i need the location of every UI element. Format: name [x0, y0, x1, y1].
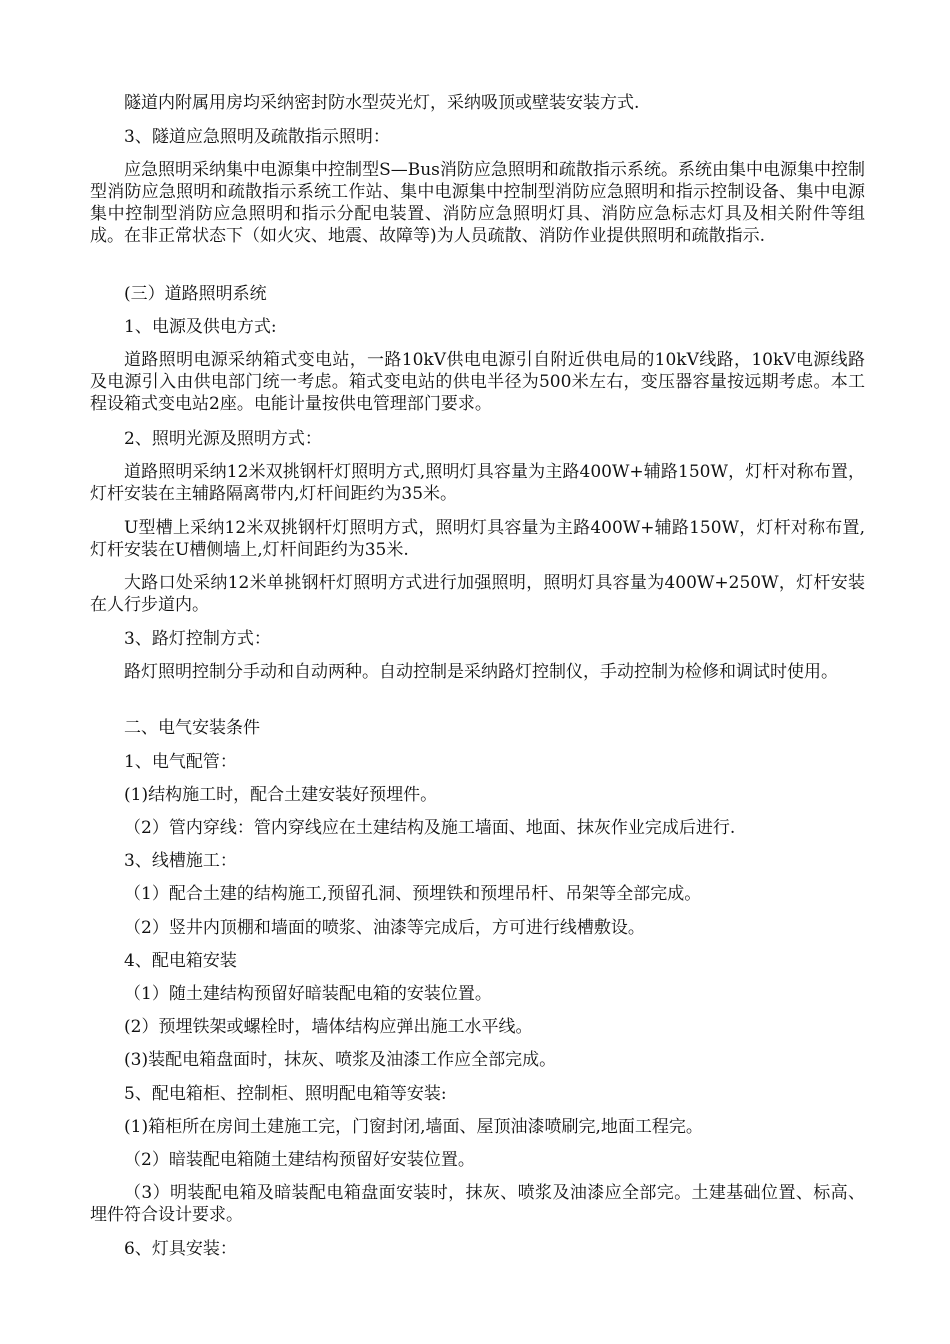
paragraph: 大路口处采纳12米单挑钢杆灯照明方式进行加强照明，照明灯具容量为400W+250W，灯杆安装在人行步道内。: [90, 573, 865, 615]
paragraph: 应急照明采纳集中电源集中控制型S—Bus消防应急照明和疏散指示系统。系统由集中电源集中控制型消防应急照明和疏散指示系统工作站、集中电源集中控制型消防应急照明和指示控制设备、集中电源集中控制型消防应急照明和指示分配电装置、消防应急照明灯具、消防应急标志灯具及相关附件等组成。在非正常状态下（如火灾、地震、故障等)为人员疏散、消防作业提供照明和疏散指示.: [90, 160, 865, 246]
section-heading: 4、配电箱安装: [124, 951, 237, 971]
section-heading: 6、灯具安装：: [124, 1239, 237, 1259]
list-item: （2）竖井内顶棚和墙面的喷浆、油漆等完成后，方可进行线槽敷设。: [124, 918, 645, 938]
section-heading: (三）道路照明系统: [124, 284, 267, 304]
paragraph: 道路照明采纳12米双挑钢杆灯照明方式,照明灯具容量为主路400W+辅路150W，灯杆对称布置，灯杆安装在主辅路隔离带内,灯杆间距约为35米。: [90, 462, 865, 504]
list-item: (3)装配电箱盘面时，抹灰、喷浆及油漆工作应全部完成。: [124, 1050, 557, 1070]
paragraph: U型槽上采纳12米双挑钢杆灯照明方式，照明灯具容量为主路400W+辅路150W，灯杆对称布置,灯杆安装在U槽侧墙上,灯杆间距约为35米.: [90, 518, 865, 560]
list-item: (1)箱柜所在房间土建施工完，门窗封闭,墙面、屋顶油漆喷刷完,地面工程完。: [124, 1117, 703, 1137]
paragraph: 隧道内附属用房均采纳密封防水型荧光灯，采纳吸顶或壁装安装方式.: [124, 93, 640, 113]
list-item: (1)结构施工时，配合土建安装好预埋件。: [124, 785, 438, 805]
list-item: (2）预埋铁架或螺栓时，墙体结构应弹出施工水平线。: [124, 1017, 533, 1037]
section-heading: 3、隧道应急照明及疏散指示照明：: [124, 127, 390, 147]
section-heading: 二、电气安装条件: [124, 718, 260, 738]
list-item: （1）配合土建的结构施工,预留孔洞、预埋铁和预埋吊杆、吊架等全部完成。: [124, 884, 702, 904]
list-item: （2）暗装配电箱随土建结构预留好安装位置。: [124, 1150, 475, 1170]
section-heading: 3、路灯控制方式：: [124, 629, 271, 649]
list-item: （2）管内穿线：管内穿线应在土建结构及施工墙面、地面、抹灰作业完成后进行.: [124, 818, 736, 838]
paragraph: 路灯照明控制分手动和自动两种。自动控制是采纳路灯控制仪，手动控制为检修和调试时使用。: [124, 662, 838, 682]
section-heading: 2、照明光源及照明方式：: [124, 429, 322, 449]
section-heading: 3、线槽施工：: [124, 851, 237, 871]
section-heading: 1、电气配管：: [124, 752, 237, 772]
section-heading: 5、配电箱柜、控制柜、照明配电箱等安装:: [124, 1084, 447, 1104]
section-heading: 1、电源及供电方式:: [124, 317, 277, 337]
paragraph: 道路照明电源采纳箱式变电站，一路10kV供电电源引自附近供电局的10kV线路，10kV电源线路及电源引入由供电部门统一考虑。箱式变电站的供电半径为500米左右，变压器容量按远期考虑。本工程设箱式变电站2座。电能计量按供电管理部门要求。: [90, 350, 865, 414]
list-item: （1）随土建结构预留好暗装配电箱的安装位置。: [124, 984, 492, 1004]
list-item: （3）明装配电箱及暗装配电箱盘面安装时，抹灰、喷浆及油漆应全部完。土建基础位置、标高、埋件符合设计要求。: [90, 1183, 865, 1225]
